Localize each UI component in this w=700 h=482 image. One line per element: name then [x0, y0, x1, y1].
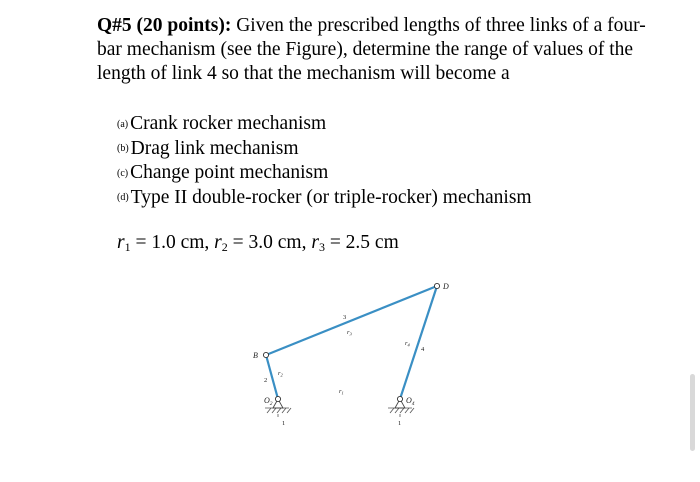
joint-b	[263, 352, 268, 357]
option-b-text: Drag link mechanism	[130, 137, 299, 159]
label-link-2: 2	[264, 377, 268, 384]
given-lengths	[117, 232, 399, 255]
four-bar-figure	[245, 275, 465, 435]
label-link-4: 4	[421, 346, 425, 353]
label-r2: $r_2$	[278, 370, 283, 378]
question-number: Q#5 (20 points):	[97, 15, 232, 36]
r2-symbol: r	[214, 232, 222, 253]
option-a-label: (a)	[117, 118, 129, 130]
r2-value: = 3.0 cm,	[232, 232, 307, 253]
vertical-scrollbar[interactable]	[690, 374, 695, 451]
label-r3: $r_3$	[347, 329, 352, 337]
joint-o4	[397, 396, 402, 401]
option-d-label: (d)	[117, 192, 129, 204]
r1-value: = 1.0 cm,	[135, 232, 210, 253]
options-list	[117, 112, 532, 210]
label-o2: $O_2$	[264, 396, 273, 407]
r2-subscript: 2	[221, 240, 228, 254]
joint-d	[434, 283, 439, 288]
option-c	[117, 161, 532, 186]
option-b	[117, 137, 532, 162]
label-d: D	[443, 282, 449, 291]
link-2	[266, 355, 278, 399]
option-d	[117, 186, 532, 211]
option-b-label: (b)	[117, 143, 129, 155]
option-a-text: Crank rocker mechanism	[130, 113, 327, 134]
link-3	[266, 286, 437, 355]
label-link-3: 3	[343, 314, 347, 321]
label-link-1-right: 1	[398, 420, 402, 427]
r3-subscript: 3	[318, 240, 325, 254]
question-body: Given the prescribed lengths of three links of a four-bar mechanism (see the Figure), determine the range of values of the length of link 4 so that the mechanism will become a	[97, 15, 646, 84]
option-a	[117, 112, 532, 137]
label-b: B	[253, 351, 258, 360]
label-r4: $r_4$	[405, 340, 410, 348]
label-link-1-left: 1	[282, 420, 286, 427]
joint-o2	[275, 396, 280, 401]
label-o4: $O_4$	[406, 396, 415, 407]
ground-left	[265, 408, 291, 417]
option-c-text: Change point mechanism	[130, 162, 329, 184]
ground-right	[388, 408, 414, 417]
question-text	[97, 14, 657, 86]
label-r1: $r_1$	[339, 388, 344, 396]
r1-symbol: r	[117, 232, 125, 253]
r3-symbol: r	[311, 232, 319, 253]
r3-value: = 2.5 cm	[329, 232, 399, 253]
r1-subscript: 1	[124, 240, 131, 254]
option-c-label: (c)	[117, 167, 129, 179]
option-d-text: Type II double-rocker (or triple-rocker) mechanism	[130, 186, 532, 208]
